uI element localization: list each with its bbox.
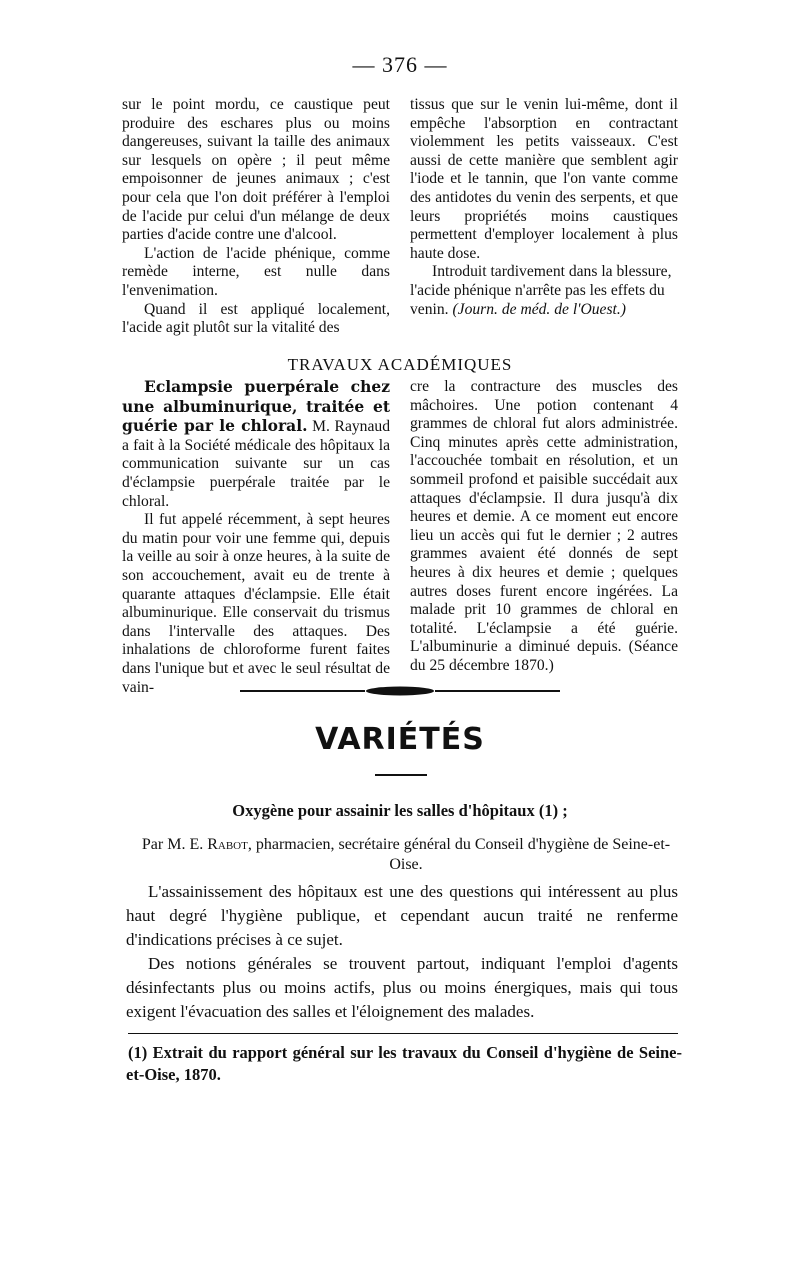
footnote-divider [128,1033,678,1034]
paragraph: sur le point mordu, ce caustique peut produire des eschares plus ou moins dangereuses, suivant la taille des animaux sur lesquels on opère ; il peut même empoisonner de jeunes animaux ; c'est pour cela que l'on doit préférer à l'emploi de l'acide pur celui d'un mélange de deux parties d'acide contre une d'alcool. [122,96,390,244]
section-heading: TRAVAUX ACADÉMIQUES [287,355,513,374]
varietes-heading: VARIÉTÉS [315,722,485,757]
article-title: Eclampsie puerpérale chez une albuminurique, traitée et guérie par le chloral. [122,377,390,436]
paragraph: L'action de l'acide phénique, comme remède interne, est nulle dans l'envenimation. [122,244,390,299]
paragraph: Des notions générales se trouvent partout, indiquant l'emploi d'agents désinfectants plus ou moins actifs, plus ou moins énergiques, mais qui tous exigent l'évacuation des salles et l'éloignement des malades. [126,954,678,1021]
column-mid-left [122,378,390,697]
byline-rest: , pharmacien, secrétaire général du Conseil d'hygiène de Seine-et-Oise. [247,836,671,873]
byline-prefix: Par M. E. [141,836,208,853]
paragraph: tissus que sur le venin lui-même, dont il empêche l'absorption en contractant violemment les petits vaisseaux. C'est aussi de cette manière que semblent agir l'iode et le tannin, que l'on vante comme des antidotes du venin des serpents, et que leurs propriétés moins caustiques permettent d'employer localement à plus haute dose. [410,96,678,262]
column-mid-right [410,378,678,676]
article-body [126,880,678,1024]
page-number: — 376 — [352,52,448,77]
citation: (Journ. de méd. de l'Ouest.) [452,300,626,318]
paragraph-text: Introduit tardivement dans la blessure, l'acide phénique n'arrête pas les effets du venin. [410,263,672,318]
footnote-text: (1) Extrait du rapport général sur les travaux du Conseil d'hygiène de Seine-et-Oise, 1870. [126,1043,682,1084]
paragraph: Il fut appelé récemment, à sept heures du matin pour voir une femme qui, depuis la veille au soir à onze heures, à la suite de son accouchement, avait eu de trente à quarante attaques d'éclampsie. Elle était albuminurique. Elle conservait du trismus dans l'intervalle des attaques. Des inhalations de chloroforme furent faites dans l'unique but et avec le seul résultat de vain- [122,511,390,696]
byline [126,835,686,875]
column-top-left [122,96,390,338]
paragraph-text: M. Raynaud a fait à la Société médicale des hôpitaux la communication suivante sur un cas d'éclampsie puerpérale traitée par le chloral. [122,418,390,510]
paragraph: cre la contracture des muscles des mâchoires. Une potion contenant 4 grammes de chloral fut alors administrée. Cinq minutes après cette administration, l'accouchée tombait en résolution, et un sommeil profond et paisible succédait aux attaques d'éclampsie. Il dura jusqu'à dix heures et demie. A ce moment eut encore lieu un accès qui fut le dernier ; 2 autres grammes avaient été donnés de sept heures à dix heures et demie ; quelques autres doses furent encore ingérées. La malade prit 10 grammes de chloral en totalité. L'éclampsie a été guérie. L'albuminurie a diminué depuis. (Séance du 25 décembre 1870.) [410,378,678,674]
author-name: Rabot [207,836,248,853]
divider [375,774,427,776]
paragraph: L'assainissement des hôpitaux est une des questions qui intéressent au plus haut degré l'hygiène publique, et cependant aucun traité ne renferme d'indications précises à ce sujet. [126,882,678,949]
paragraph [410,263,678,319]
ornament-divider [240,684,560,698]
paragraph [122,378,390,511]
column-top-right [410,96,678,319]
paragraph: Quand il est appliqué localement, l'acide agit plutôt sur la vitalité des [122,300,390,337]
article-title: Oxygène pour assainir les salles d'hôpitaux (1) ; [232,801,568,820]
footnote [126,1042,682,1086]
